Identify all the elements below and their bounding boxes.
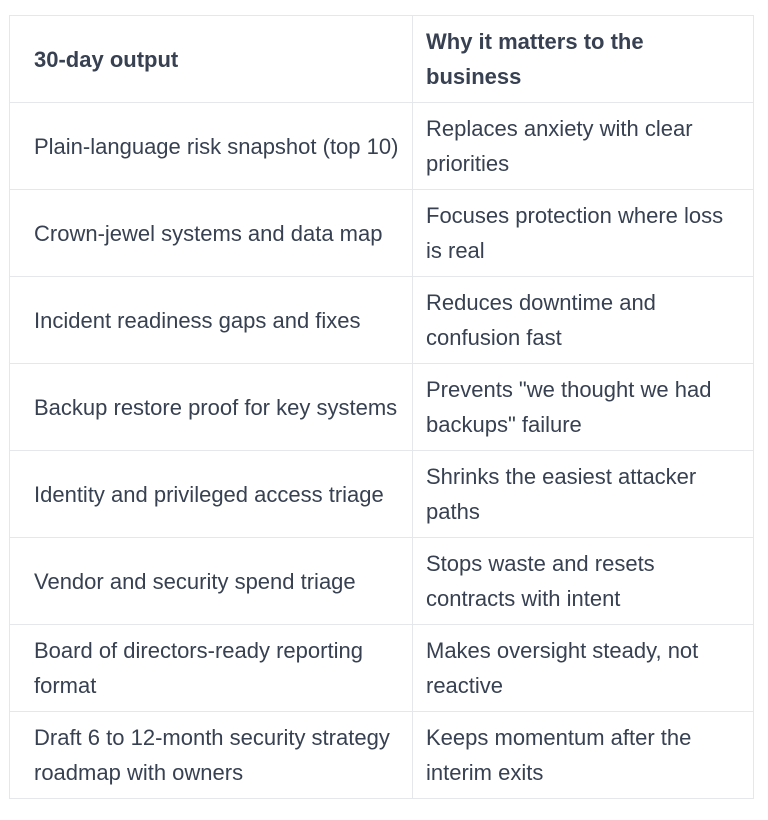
output-cell: Identity and privileged access triage (10, 451, 413, 538)
table-row (10, 103, 754, 190)
header-cell-output: 30-day output (10, 16, 413, 103)
table-row (10, 712, 754, 799)
table-row (10, 625, 754, 712)
table-header (10, 16, 754, 103)
header-row (10, 16, 754, 103)
table-body (10, 103, 754, 799)
why-cell: Focuses protection where loss is real (413, 190, 754, 277)
output-cell: Backup restore proof for key systems (10, 364, 413, 451)
why-cell: Stops waste and resets contracts with intent (413, 538, 754, 625)
table-row (10, 190, 754, 277)
table-row (10, 538, 754, 625)
output-cell: Plain-language risk snapshot (top 10) (10, 103, 413, 190)
table-row (10, 277, 754, 364)
why-cell: Makes oversight steady, not reactive (413, 625, 754, 712)
why-cell: Prevents "we thought we had backups" failure (413, 364, 754, 451)
output-cell: Board of directors-ready reporting format (10, 625, 413, 712)
table-row (10, 364, 754, 451)
output-cell: Incident readiness gaps and fixes (10, 277, 413, 364)
why-cell: Keeps momentum after the interim exits (413, 712, 754, 799)
why-cell: Shrinks the easiest attacker paths (413, 451, 754, 538)
output-cell: Crown-jewel systems and data map (10, 190, 413, 277)
header-cell-why: Why it matters to the business (413, 16, 754, 103)
why-cell: Replaces anxiety with clear priorities (413, 103, 754, 190)
outputs-table (9, 15, 754, 799)
output-cell: Vendor and security spend triage (10, 538, 413, 625)
output-cell: Draft 6 to 12-month security strategy roadmap with owners (10, 712, 413, 799)
table-row (10, 451, 754, 538)
why-cell: Reduces downtime and confusion fast (413, 277, 754, 364)
table-container (9, 15, 753, 799)
